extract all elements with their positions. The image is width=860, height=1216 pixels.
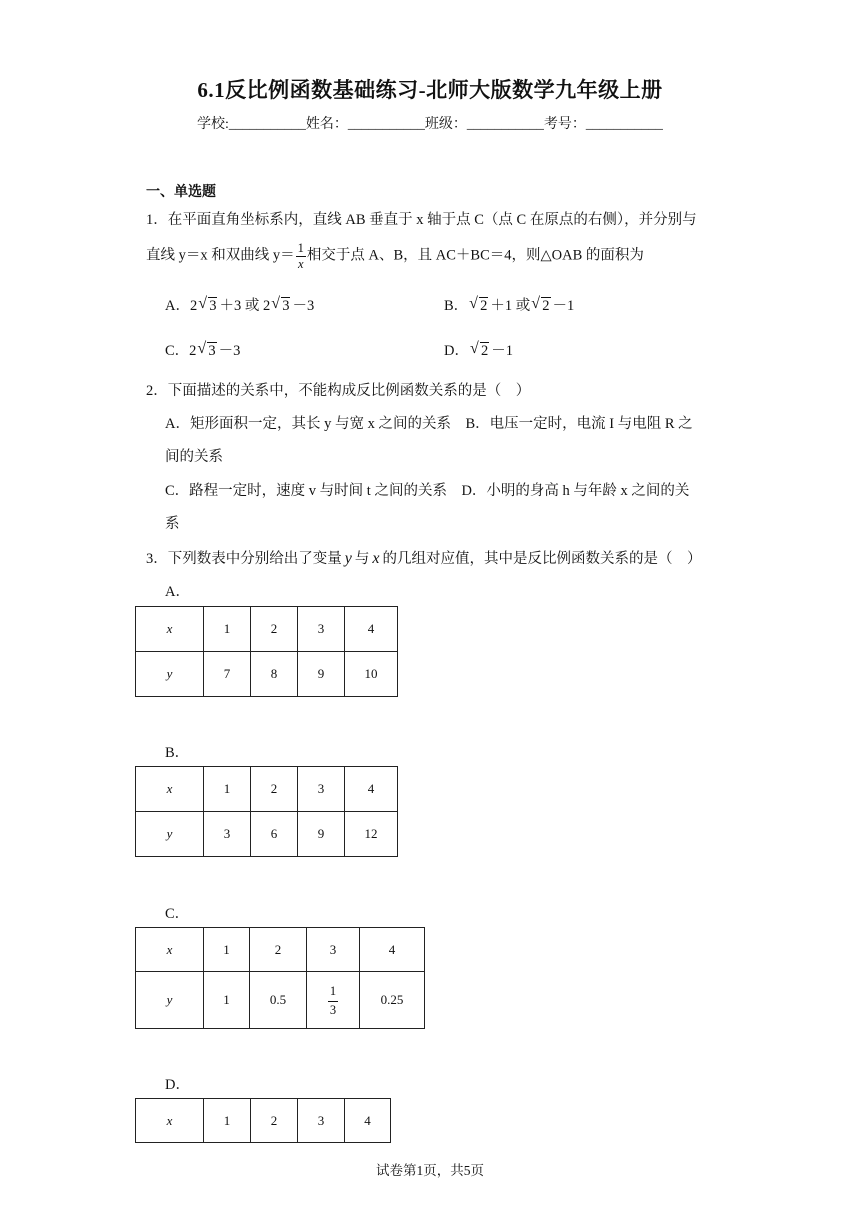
table-cell: 1	[204, 1099, 251, 1143]
option-text: ＋3 或 2	[219, 298, 271, 314]
q1-stem-text-a: 直线 y＝x 和双曲线 y＝	[146, 247, 295, 264]
fraction-one-third	[328, 985, 338, 1018]
table-cell: 4	[345, 767, 398, 812]
section-heading: 一、单选题	[146, 185, 216, 200]
q2-stem: 2．下面描述的关系中，不能构成反比例函数关系的是（ ）	[146, 383, 531, 399]
radicand: 3	[209, 298, 217, 314]
q3-stem-text: 3．下列数表中分别给出了变量	[146, 551, 342, 567]
table-cell: 8	[251, 652, 298, 697]
fraction-numerator: 1	[297, 241, 304, 255]
option-label: B．	[444, 298, 469, 314]
q3-table-b	[135, 766, 398, 857]
q3-option-d-label[interactable]: D．	[165, 1077, 190, 1093]
q1-stem-line1: 1．在平面直角坐标系内，直线 AB 垂直于 x 轴于点 C（点 C 在原点的右侧），并分别与	[146, 212, 697, 228]
sqrt-symbol	[199, 298, 217, 315]
q3-table-d	[135, 1098, 391, 1143]
q1-stem-line2	[146, 242, 644, 270]
var-x: x	[372, 550, 380, 567]
option-label: A．2	[165, 298, 198, 314]
q3-option-a-label[interactable]: A．	[165, 584, 190, 600]
page-title: 6.1反比例函数基础练习-北师大版数学九年级上册	[197, 78, 663, 102]
table-header-x: x	[136, 767, 204, 812]
q1-option-a[interactable]	[165, 294, 314, 315]
table-header-y: y	[136, 972, 204, 1029]
radicand: 3	[282, 298, 290, 314]
table-cell: 2	[251, 607, 298, 652]
q2-options-line1[interactable]: A．矩形面积一定，其长 y 与宽 x 之间的关系 B．电压一定时，电流 I 与电阻 R 之	[165, 416, 693, 432]
q1-stem-text-b: 相交于点 A、B，且 AC＋BC＝4，则△OAB 的面积为	[306, 247, 644, 264]
table-header-y: y	[136, 812, 204, 857]
table-cell: 4	[345, 607, 398, 652]
sqrt-symbol	[272, 298, 290, 315]
table-cell: 1	[204, 928, 250, 972]
fraction-denominator: x	[297, 256, 304, 271]
option-text: －3	[292, 298, 315, 314]
option-label: C．2	[165, 343, 197, 359]
q3-stem-text: 与	[354, 551, 370, 567]
table-cell: 3	[204, 812, 251, 857]
table-cell: 7	[204, 652, 251, 697]
q3-option-b-label[interactable]: B．	[165, 745, 190, 761]
table-cell: 3	[307, 928, 360, 972]
table-cell: 4	[345, 1099, 391, 1143]
q1-option-c[interactable]	[165, 339, 240, 360]
radicand: 2	[542, 298, 550, 314]
fraction-denominator: 3	[329, 1002, 337, 1017]
radicand: 2	[480, 343, 489, 359]
q2-options-line2: 间的关系	[165, 449, 223, 465]
table-cell: 0.25	[360, 972, 425, 1029]
table-cell: 1	[204, 972, 250, 1029]
option-text: －1	[491, 343, 513, 359]
table-cell: 2	[250, 928, 307, 972]
table-cell: 6	[251, 812, 298, 857]
table-cell: 3	[298, 607, 345, 652]
sqrt-symbol	[470, 298, 488, 315]
table-cell: 2	[251, 767, 298, 812]
radicand: 2	[480, 298, 488, 314]
table-cell: 1	[204, 607, 251, 652]
table-cell: 3	[298, 1099, 345, 1143]
table-cell	[307, 972, 360, 1029]
table-cell: 9	[298, 652, 345, 697]
table-cell: 2	[251, 1099, 298, 1143]
table-header-x: x	[136, 928, 204, 972]
q3-table-a	[135, 606, 398, 697]
q3-stem-text: 的几组对应值，其中是反比例函数关系的是（ ）	[382, 551, 702, 567]
radicand: 3	[208, 343, 216, 359]
table-cell: 4	[360, 928, 425, 972]
q2-options-line3[interactable]: C．路程一定时，速度 v 与时间 t 之间的关系 D．小明的身高 h 与年龄 x 之间的关	[165, 483, 690, 499]
page-footer: 试卷第1页，共5页	[376, 1163, 484, 1178]
option-label: D．	[444, 343, 469, 359]
q1-fraction	[296, 242, 306, 270]
q3-stem	[146, 547, 701, 568]
sqrt-symbol	[198, 343, 216, 360]
sqrt-symbol	[532, 298, 550, 315]
table-header-x: x	[136, 607, 204, 652]
table-cell: 12	[345, 812, 398, 857]
q3-option-c-label[interactable]: C．	[165, 906, 190, 922]
var-y: y	[344, 550, 352, 567]
table-cell: 9	[298, 812, 345, 857]
table-cell: 1	[204, 767, 251, 812]
student-info-line: 学校:___________姓名：___________班级：___________考号：___________	[197, 117, 663, 132]
q1-option-b[interactable]	[444, 294, 574, 315]
table-header-y: y	[136, 652, 204, 697]
option-text: －3	[218, 343, 241, 359]
table-cell: 10	[345, 652, 398, 697]
q1-option-d[interactable]	[444, 339, 513, 360]
table-header-x: x	[136, 1099, 204, 1143]
table-cell: 0.5	[250, 972, 307, 1029]
sqrt-symbol	[471, 343, 489, 360]
fraction-numerator: 1	[328, 985, 338, 1002]
q2-options-line4: 系	[165, 516, 180, 532]
q3-table-c	[135, 927, 425, 1029]
table-cell: 3	[298, 767, 345, 812]
option-text: ＋1 或	[490, 298, 531, 314]
option-text: －1	[552, 298, 575, 314]
